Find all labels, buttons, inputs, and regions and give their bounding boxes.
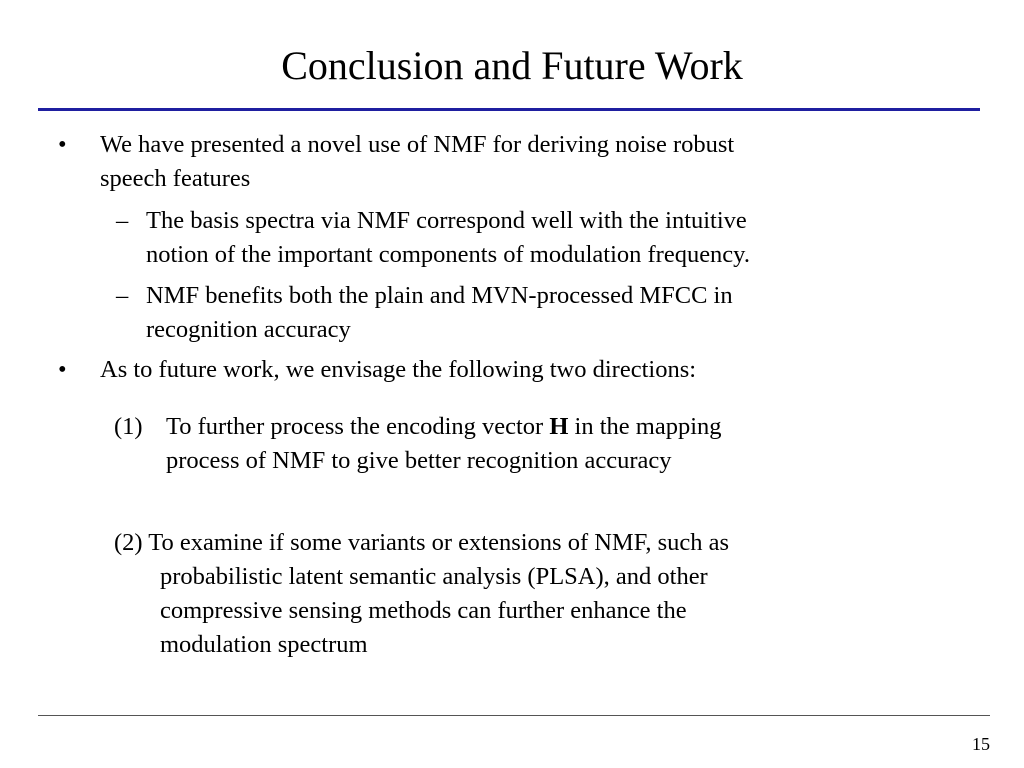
direction-text-line: process of NMF to give better recognition accuracy bbox=[166, 447, 672, 474]
sub-bullet-text-line: NMF benefits both the plain and MVN-processed MFCC in bbox=[146, 282, 733, 309]
bullet-text-line: speech features bbox=[100, 165, 251, 192]
sub-bullet-text-line: The basis spectra via NMF correspond well with the intuitive bbox=[146, 207, 747, 234]
direction-marker: (1) bbox=[114, 413, 143, 440]
direction-text-line: probabilistic latent semantic analysis (PLSA), and other bbox=[160, 563, 708, 590]
sub-bullet-text-line: recognition accuracy bbox=[146, 316, 351, 343]
bullet-marker: • bbox=[58, 131, 67, 158]
page-number: 15 bbox=[972, 734, 990, 754]
direction-text-line: compressive sensing methods can further enhance the bbox=[160, 597, 687, 624]
direction-text-segment: in the mapping bbox=[568, 413, 722, 440]
footer-divider bbox=[38, 715, 990, 716]
bullet-text-line: We have presented a novel use of NMF for deriving noise robust bbox=[100, 131, 735, 158]
direction-text-line bbox=[166, 410, 722, 444]
slide-title: Conclusion and Future Work bbox=[281, 43, 743, 88]
bullet-text-line: As to future work, we envisage the following two directions: bbox=[100, 356, 697, 383]
direction-text-line: modulation spectrum bbox=[160, 631, 368, 658]
bullet-marker: • bbox=[58, 356, 67, 383]
sub-bullet-marker: – bbox=[116, 207, 129, 234]
bold-symbol-h: H bbox=[549, 413, 569, 440]
direction-text-line: (2) To examine if some variants or extensions of NMF, such as bbox=[114, 529, 730, 556]
sub-bullet-marker: – bbox=[116, 282, 129, 309]
sub-bullet-text-line: notion of the important components of modulation frequency. bbox=[146, 241, 750, 268]
direction-text-segment: To further process the encoding vector bbox=[166, 413, 550, 440]
title-divider bbox=[38, 108, 980, 111]
